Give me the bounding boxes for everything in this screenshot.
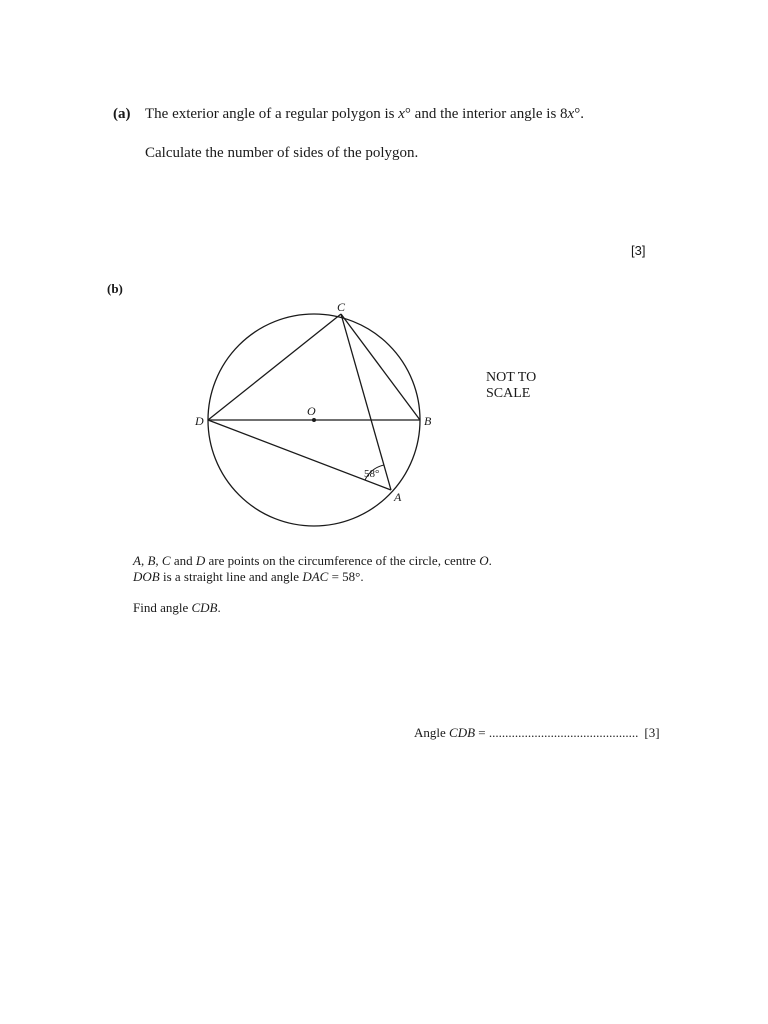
fact1-c: C bbox=[161, 553, 171, 568]
part-a-var-x2: x bbox=[567, 106, 575, 122]
angle-label: 58° bbox=[364, 468, 380, 480]
point-label-c: C bbox=[337, 300, 346, 314]
fact-line-1 bbox=[133, 553, 492, 569]
fact1-rest: are points on the circumference of the circle, centre bbox=[205, 553, 480, 568]
part-b-label: (b) bbox=[107, 281, 123, 296]
part-a-text-mid: ° and the interior angle is 8 bbox=[404, 106, 568, 122]
answer-eq: = bbox=[475, 725, 489, 740]
part-a-text-suffix: °. bbox=[574, 106, 584, 122]
part-a-marks: [3] bbox=[631, 243, 646, 258]
answer-field[interactable]: .............................................. bbox=[488, 725, 639, 740]
fact2-end: = 58°. bbox=[328, 569, 364, 584]
find-end: . bbox=[217, 600, 221, 615]
fact-line-2 bbox=[133, 569, 364, 585]
part-a-text-prefix: The exterior angle of a regular polygon is bbox=[145, 106, 399, 122]
fact1-a: A bbox=[133, 553, 141, 568]
part-a-instruction: Calculate the number of sides of the polygon. bbox=[145, 145, 419, 161]
fact1-d: D bbox=[195, 553, 206, 568]
answer-marks: [3] bbox=[644, 725, 660, 740]
fact2-dob: DOB bbox=[133, 569, 160, 584]
fact1-sep2: , bbox=[155, 553, 162, 568]
answer-pre: Angle bbox=[414, 725, 450, 740]
part-a-var-x: x bbox=[398, 106, 405, 122]
answer-line bbox=[414, 725, 660, 741]
point-label-d: D bbox=[195, 414, 204, 428]
answer-var: CDB bbox=[449, 725, 476, 740]
note-line-2: SCALE bbox=[486, 386, 531, 401]
fact2-mid: is a straight line and angle bbox=[159, 569, 303, 584]
find-var: CDB bbox=[191, 600, 218, 615]
point-label-a: A bbox=[394, 490, 402, 504]
not-to-scale-note bbox=[486, 370, 566, 402]
point-label-b: B bbox=[424, 414, 432, 428]
fact1-b: B bbox=[147, 553, 156, 568]
find-pre: Find angle bbox=[133, 600, 192, 615]
part-a-label: (a) bbox=[113, 106, 131, 122]
fact1-sep1: , bbox=[140, 553, 148, 568]
point-label-o: O bbox=[307, 404, 316, 418]
fact2-dac: DAC bbox=[302, 569, 329, 584]
centre-point bbox=[312, 418, 316, 422]
fact1-end: . bbox=[488, 553, 492, 568]
line-dc bbox=[208, 314, 341, 420]
find-instruction bbox=[133, 600, 221, 616]
fact1-and: and bbox=[170, 553, 196, 568]
note-line-1: NOT TO bbox=[486, 370, 537, 385]
fact1-o: O bbox=[479, 553, 489, 568]
line-cb bbox=[341, 314, 420, 420]
